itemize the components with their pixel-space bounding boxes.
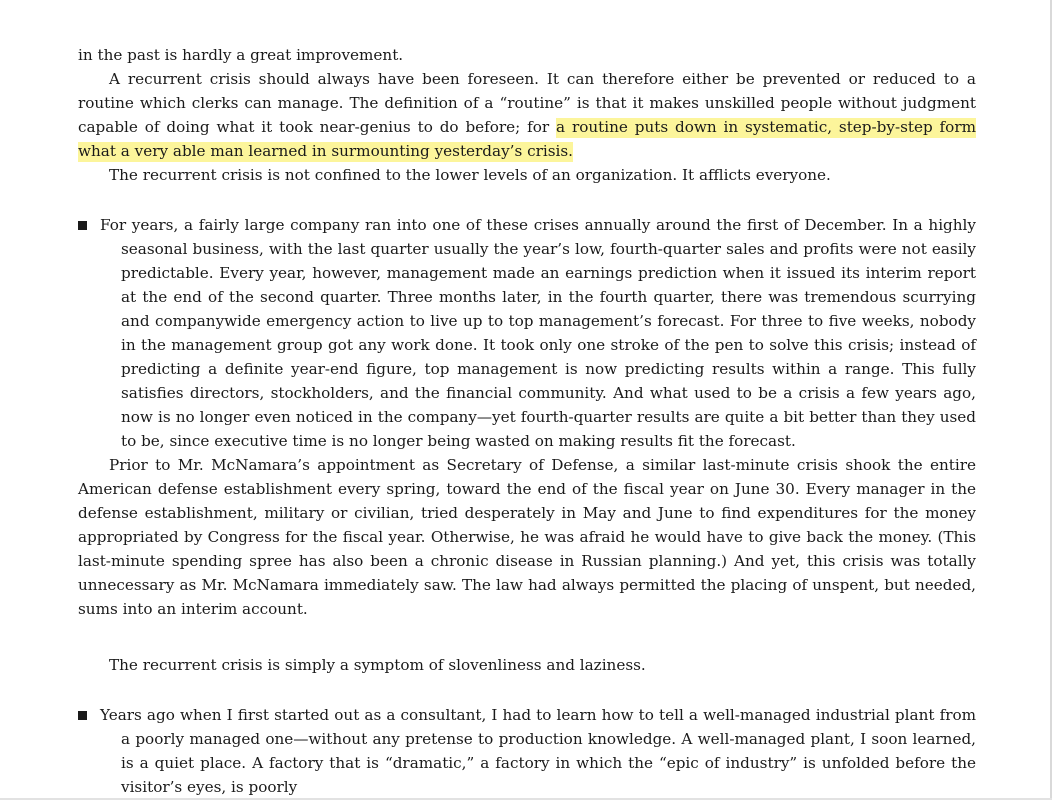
- paragraph-recurrent-crisis: [78, 67, 976, 163]
- bullet-item-consultant: [78, 703, 976, 799]
- paragraph-text: A recurrent crisis should always have been foreseen. It can therefore either be prevented or reduced to a routine which clerks can manage. The definition of a “routine” is that it makes unskilled people without judgment capable of doing what it took near-genius to do before; for: [78, 70, 976, 136]
- paragraph-afflicts-everyone: The recurrent crisis is not confined to the lower levels of an organization. It afflicts everyone.: [109, 166, 831, 184]
- square-bullet-icon: [78, 221, 87, 230]
- bullet-text: Years ago when I first started out as a consultant, I had to learn how to tell a well-managed industrial plant from a poorly managed one—without any pretense to production knowledge. A well-managed plant, I soon learned, is a quiet place. A factory that is “dramatic,” a factory in which the “epic of industry” is unfolded before the visitor’s eyes, is poorly: [100, 706, 976, 796]
- paragraph-continuation: in the past is hardly a great improvement.: [78, 46, 404, 64]
- bullet-item-company: [78, 213, 976, 453]
- highlighted-text[interactable]: a routine puts down in systematic, step-by-step form what a very able man learned in surmounting yesterday’s crisis.: [78, 118, 976, 160]
- paragraph-slovenliness: The recurrent crisis is simply a symptom of slovenliness and laziness.: [109, 656, 646, 674]
- bullet-text: For years, a fairly large company ran into one of these crises annually around the first of December. In a highly seasonal business, with the last quarter usually the year’s low, fourth-quarter sales and profits were not easily predictable. Every year, however, management made an earnings prediction when it issued its interim report at the end of the second quarter. Three months later, in the fourth quarter, there was tremendous scurrying and companywide emergency action to live up to top management’s forecast. For three to five weeks, nobody in the management group got any work done. It took only one stroke of the pen to solve this crisis; instead of predicting a definite year-end figure, top management is now predicting results within a range. This fully satisfies directors, stockholders, and the financial community. And what used to be a crisis a few years ago, now is no longer even noticed in the company—yet fourth-quarter results are quite a bit better than they used to be, since executive time is no longer being wasted on making results fit the forecast.: [100, 216, 976, 450]
- document-body: [78, 43, 976, 799]
- square-bullet-icon: [78, 711, 87, 720]
- paragraph-mcnamara: Prior to Mr. McNamara’s appointment as Secretary of Defense, a similar last-minute crisis shook the entire American defense establishment every spring, toward the end of the fiscal year on June 30. Every manager in the defense establishment, military or civilian, tried desperately in May and June to find expenditures for the money appropriated by Congress for the fiscal year. Otherwise, he was afraid he would have to give back the money. (This last-minute spending spree has also been a chronic disease in Russian planning.) And yet, this crisis was totally unnecessary as Mr. McNamara immediately saw. The law had always permitted the placing of unspent, but needed, sums into an interim account.: [78, 456, 976, 618]
